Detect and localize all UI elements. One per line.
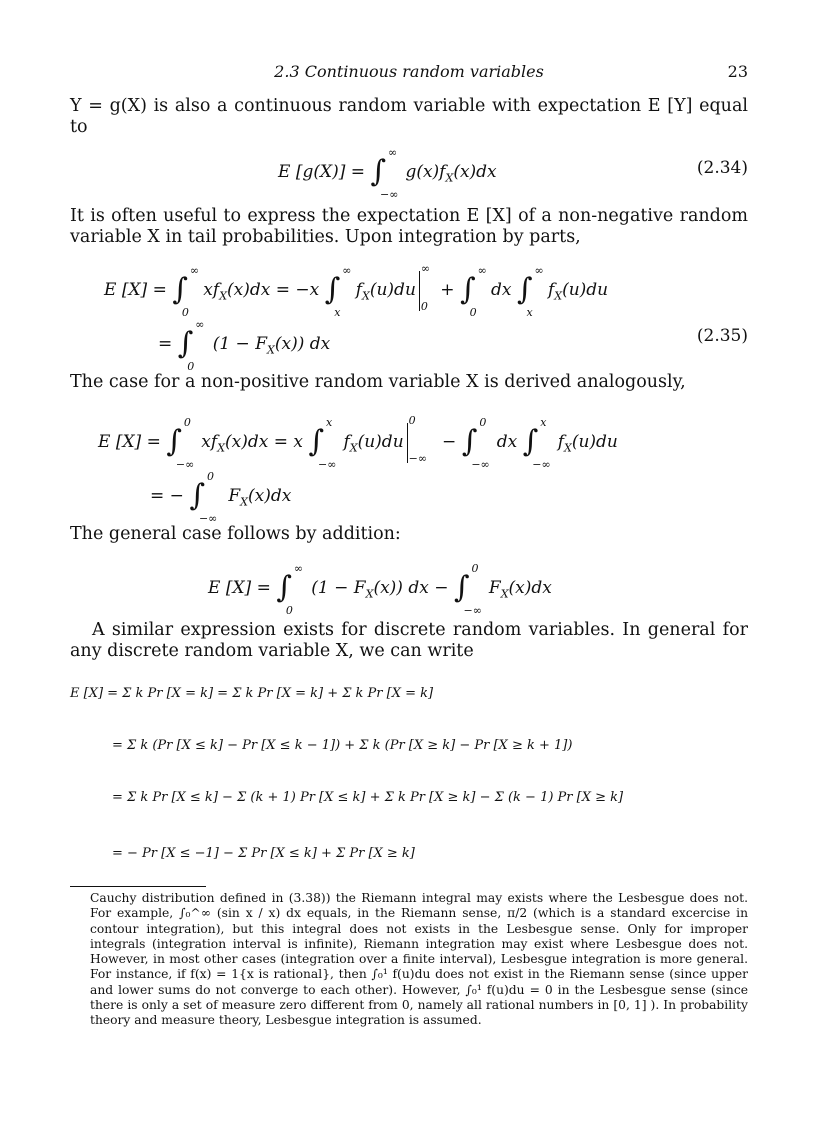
paragraph-4: The general case follows by addition: (70, 524, 401, 544)
eq-term: $xf_X(x)dx = -x$ (203, 280, 320, 303)
integral-sign: ∫ (522, 424, 539, 459)
eq-term: F (488, 578, 501, 598)
equation-nonpositive-line1: E [X] = ∫ 0 −∞ $xf_X(x)dx = x$ ∫ x −∞ $f_X(u)du$ 0 −∞ − ∫ 0 −∞ dx ∫ x −∞ $f_X(u)du$ (98, 414, 618, 471)
eq-term: (x)dx (248, 486, 292, 506)
footnote: Cauchy distribution defined in (3.38)) the Riemann integral may exists where the Lesbesgue does not. For example, ∫₀^∞ (sin x / x) dx equals, in the Riemann sense, π/2 (which is a standard excercise in contour integration), but this integral does not exists in the Lesbesgue sense. Only for improper integrals (integration interval is infinite), Riemann integration may exist where Lesbesgue does not. However, in most other cases (integration over a finite interval), Lesbesgue integration is more general. For instance, if f(x) = 1{x is rational}, then ∫₀¹ f(u)du does not exist in the Riemann sense (since upper and lower sums do not converge to each other). However, ∫₀¹ f(u)du = 0 in the Lesbesgue sense (since there is only a set of measure zero different from 0, namely all rational numbers in [0, 1] ). In probability theory and measure theory, Lesbesgue integration is assumed. (90, 891, 748, 1028)
integral-sign: ∫ (516, 272, 533, 307)
eq-term: (x)) dx (274, 334, 331, 354)
eq-body: g(x)f (405, 162, 446, 182)
integral-sign: ∫ (459, 272, 476, 307)
equation-2-34: E [g(X)] = ∫ ∞ −∞ $g(x)f_X(x)dx$ (278, 146, 497, 201)
paragraph-1: Y = g(X) is also a continuous random variable with expectation E [Y] equal to (70, 96, 748, 137)
eq-term: dx (491, 280, 512, 300)
eq-term: (1 − F (311, 578, 366, 598)
footnote-rule (70, 886, 206, 887)
integral-sign: ∫ (177, 326, 194, 361)
integral-sign: ∫ (172, 272, 188, 307)
eq-term: (1 − F (212, 334, 267, 354)
integral-sign: ∫ (461, 424, 478, 459)
integral-sign: ∫ (189, 478, 205, 513)
eq-term: + (440, 280, 455, 300)
integral-sign: ∫ (308, 424, 325, 459)
discrete-sum-line3: = Σ k Pr [X ≤ k] − Σ (k + 1) Pr [X ≤ k] + Σ k Pr [X ≥ k] − Σ (k − 1) Pr [X ≥ k] (112, 790, 624, 805)
evaluation-bar (407, 423, 408, 463)
eq-lhs: E [X] = (98, 432, 161, 452)
eq-term: $f_X(u)du$ (547, 280, 609, 303)
eq-term: (x)) dx − (373, 578, 449, 598)
integral-sign: ∫ (166, 424, 182, 459)
eq-term: F (228, 486, 241, 506)
integral-sign: ∫ (370, 154, 387, 189)
eq-tail: (x)dx (453, 162, 497, 182)
eq-term: − (442, 432, 457, 452)
integral-sign: ∫ (453, 570, 470, 605)
eq-term: $f_X(u)du$ (557, 432, 618, 455)
integral-sign: ∫ (324, 272, 341, 307)
paragraph-2: It is often useful to express the expectation E [X] of a non-negative random variable X in tail probabilities. Upon integration by parts, (70, 206, 748, 247)
eq-lhs: = − (150, 486, 184, 506)
equation-number-2-35: (2.35) (696, 326, 748, 346)
equation-2-35-line2: = ∫ ∞ 0 $(1 - F_X(x))$ dx (158, 318, 331, 373)
equation-number-2-34: (2.34) (696, 158, 748, 178)
eq-lhs: E [X] = (104, 280, 167, 300)
eq-term: $f_X(u)du$ (355, 280, 416, 303)
equation-nonpositive-line2: = − ∫ 0 −∞ $F_X(x)dx$ (150, 470, 292, 525)
eq-term: $xf_X(x)dx = x$ (201, 432, 303, 455)
discrete-sum-line1: E [X] = Σ k Pr [X = k] = Σ k Pr [X = k] + Σ k Pr [X = k] (70, 686, 434, 701)
running-header (70, 62, 748, 84)
page-number: 23 (727, 62, 748, 81)
eq-lhs: = (158, 334, 178, 354)
integral-sign: ∫ (276, 570, 292, 605)
eq-lhs: E [X] = (208, 578, 271, 598)
eq-term: (x)dx (508, 578, 552, 598)
discrete-sum-line4: = − Pr [X ≤ −1] − Σ Pr [X ≤ k] + Σ Pr [X ≥ k] (112, 846, 415, 861)
evaluation-bar (419, 271, 420, 311)
eq-term: $f_X(u)du$ (343, 432, 404, 455)
equation-general: E [X] = ∫ ∞ 0 $(1 - F_X(x))$ dx − ∫ 0 −∞ $F_X(x)dx$ (208, 562, 552, 617)
eq-term: dx (496, 432, 518, 452)
eq-lhs: E [g(X)] = (278, 162, 365, 182)
paragraph-5: A similar expression exists for discrete random variables. In general for any discrete random variable X, we can write (70, 620, 748, 661)
section-title: 2.3 Continuous random variables (274, 62, 544, 81)
paragraph-3: The case for a non-positive random variable X is derived analogously, (70, 372, 686, 392)
discrete-sum-line2: = Σ k (Pr [X ≤ k] − Pr [X ≤ k − 1]) + Σ k (Pr [X ≥ k] − Pr [X ≥ k + 1]) (112, 738, 573, 753)
equation-2-35-line1: E [X] = ∫ ∞ 0 $xf_X(x)dx = -x$ ∫ ∞ x $f_X(u)du$ ∞ 0 + ∫ ∞ 0 dx ∫ ∞ x $f_X(u)du$ (104, 262, 609, 319)
